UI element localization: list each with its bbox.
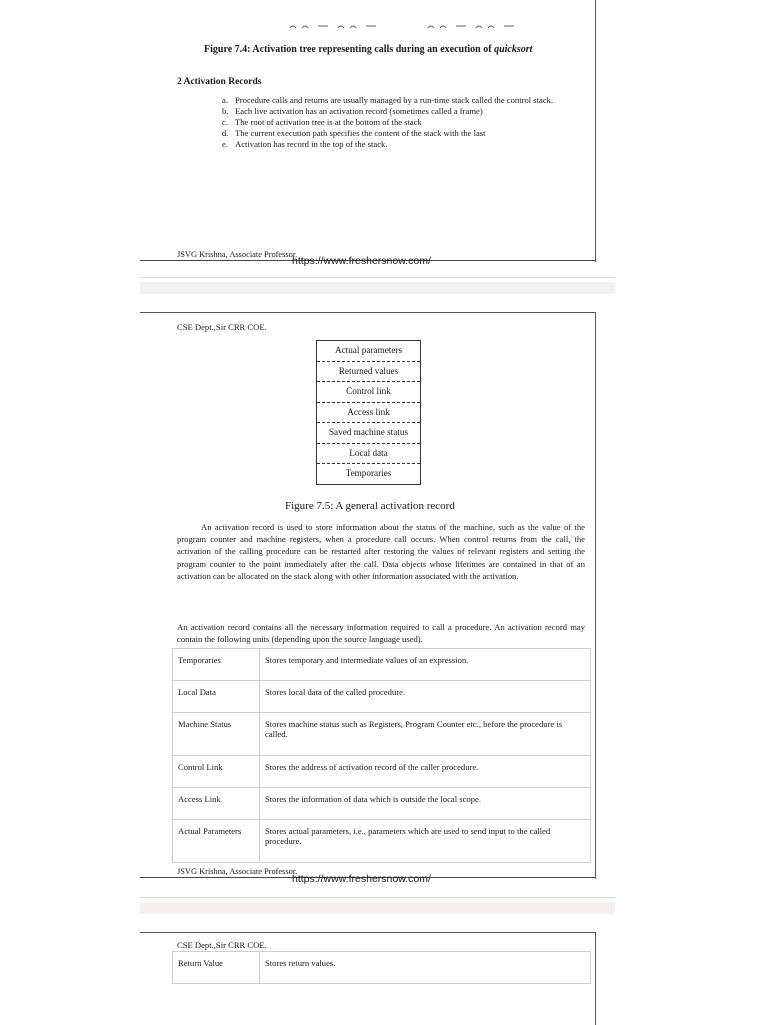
list-item: c. The root of activation tree is at the bottom of the stack (222, 117, 422, 127)
activation-record-diagram (316, 340, 421, 485)
list-item: d. The current execution path specifies the content of the stack with the last (222, 128, 486, 138)
page-divider (140, 897, 615, 898)
table-row: Access Link Stores the information of data which is outside the local scope. (173, 788, 591, 820)
figure-caption-italic: quicksort (494, 44, 533, 55)
page-gap (140, 282, 615, 294)
table-row: Actual Parameters Stores actual parameters, i.e., parameters which are used to send input to the called procedure. (173, 820, 591, 863)
paragraph-intro: An activation record is used to store information about the status of the machine, such as the value of the program counter and machine registers, when a procedure call occurs. When control returns from the call, the activation of the calling procedure can be restarted after restoring the values of relevant registers and setting the program counter to the point immediately after the call. Data objects whose lifetimes are contained in that of an activation can be allocated on the stack along with other information associated with the activation. (177, 522, 585, 581)
page-divider (140, 277, 615, 278)
ar-field-actual-parameters: Actual parameters (334, 345, 403, 355)
table-row: Local Data Stores local data of the called procedure. (173, 681, 591, 713)
ar-field-control-link: Control link (317, 381, 420, 402)
table-row: Return Value Stores return values. (173, 952, 591, 984)
source-url[interactable]: https://www.freshersnow.com/ (292, 873, 431, 885)
page-gap (140, 902, 615, 914)
ar-field-saved-machine-status: Saved machine status (317, 422, 420, 443)
list-item: a. Procedure calls and returns are usually managed by a run-time stack called the control stack. (222, 95, 554, 105)
table-row: Temporaries Stores temporary and intermediate values of an expression. (173, 649, 591, 681)
page-2-footer: JSVG Krishna, Associate Professor. (177, 867, 298, 876)
activation-tree-fragment (280, 20, 530, 34)
ar-field-temporaries: Temporaries (317, 463, 420, 484)
page-3-header: CSE Dept.,Sir CRR COE. (177, 940, 267, 950)
page-1-footer: JSVG Krishna, Associate Professor. (177, 250, 298, 259)
figure-7-5-caption: Figure 7.5: A general activation record (285, 500, 455, 512)
table-row: Machine Status Stores machine status such as Registers, Program Counter etc., before the procedure is called. (173, 713, 591, 756)
paragraph-units: An activation record contains all the necessary information required to call a procedure. An activation record may contain the following units (depending upon the source language used). (177, 622, 585, 645)
section-heading: 2 Activation Records (177, 77, 262, 87)
list-item: b. Each live activation has an activation record (sometimes called a frame) (222, 106, 483, 116)
page-2-header: CSE Dept.,Sir CRR COE. (177, 322, 267, 332)
return-value-table (172, 951, 591, 984)
ar-field-local-data: Local data (317, 443, 420, 464)
list-item: e. Activation has record in the top of the stack. (222, 139, 388, 149)
source-url[interactable]: https://www.freshersnow.com/ (292, 255, 431, 267)
activation-record-list (222, 95, 582, 150)
ar-field-returned-values: Returned values (317, 361, 420, 382)
activation-record-units-table (172, 648, 591, 863)
figure-7-4-caption: Figure 7.4: Activation tree representing calls during an execution of quicksort (204, 44, 533, 55)
ar-field-access-link: Access link (317, 402, 420, 423)
table-row: Control Link Stores the address of activation record of the caller procedure. (173, 756, 591, 788)
